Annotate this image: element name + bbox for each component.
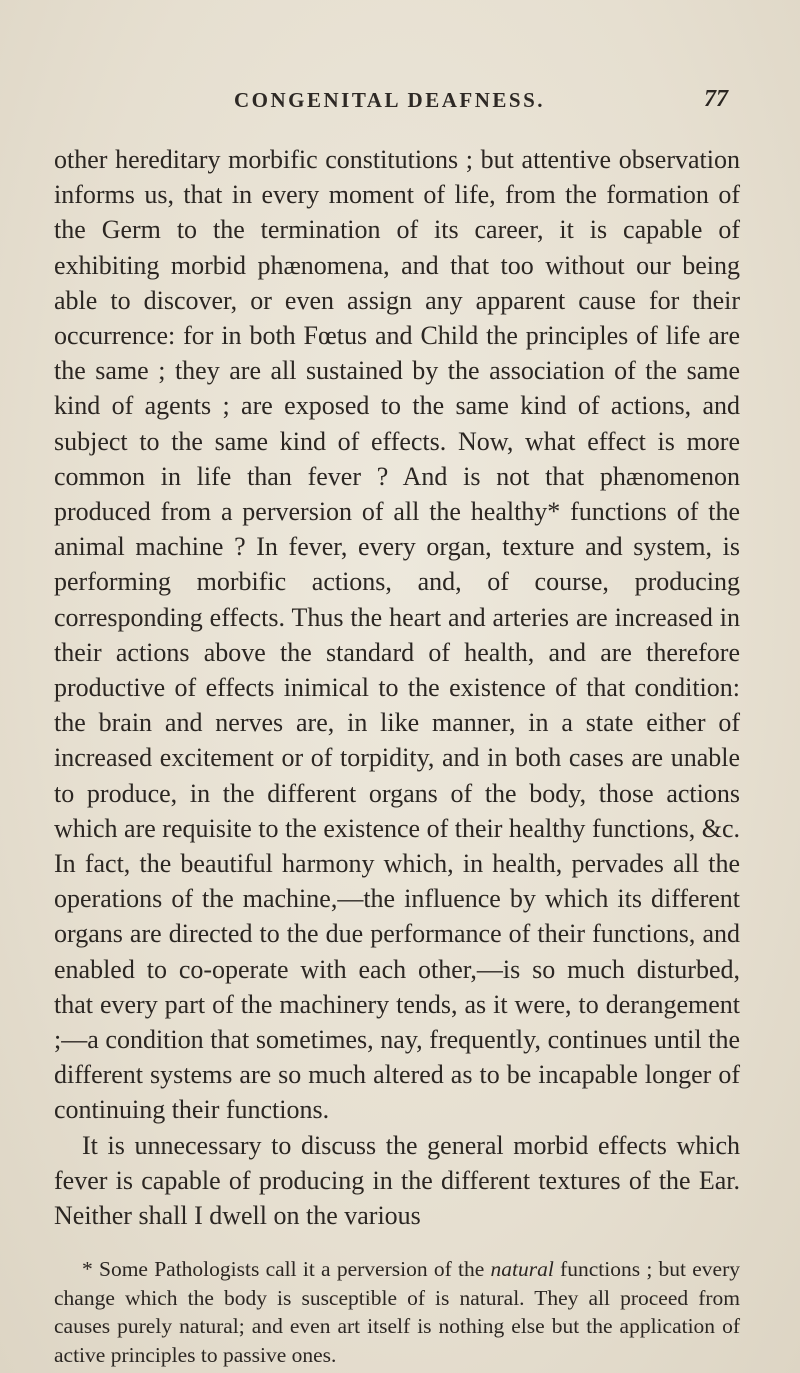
footnote (54, 1255, 740, 1369)
page-number: 77 (704, 86, 728, 112)
footnote-emphasis: natural (490, 1257, 554, 1282)
running-head (54, 88, 740, 128)
running-title: CONGENITAL DEAFNESS. (234, 88, 546, 112)
body-paragraph-1: other hereditary morbific constitutions ; but attentive observation informs us, that in every moment of life, from the formation of the Germ to the termination of its career, it is capable of exhibiting morbid phænomena, and that too without our being able to discover, or even assign any apparent cause for their occurrence: for in both Fœtus and Child the principles of life are the same ; they are all sustained by the association of the same kind of agents ; are exposed to the same kind of actions, and subject to the same kind of effects. Now, what effect is more common in life than fever ? And is not that phænomenon produced from a perversion of all the healthy* functions of the animal machine ? In fever, every organ, texture and system, is performing morbific actions, and, of course, producing corresponding effects. Thus the heart and arteries are increased in their actions above the standard of health, and are therefore productive of effects inimical to the existence of that condition: the brain and nerves are, in like manner, in a state either of increased excitement or of torpidity, and in both cases are unable to produce, in the different organs of the body, those actions which are requisite to the existence of their healthy functions, &c. In fact, the beautiful harmony which, in health, pervades all the operations of the machine,—the influence by which its different organs are directed to the due performance of their functions, and enabled to co-operate with each other,—is so much disturbed, that every part of the machinery tends, as it were, to derangement ;—a condition that sometimes, nay, frequently, continues until the different systems are so much altered as to be incapable longer of continuing their functions. (54, 145, 740, 1125)
footnote-rest: functions ; but every change which the body is susceptible of is natural. They all proceed from causes purely natural; and even art itself is nothing else but the application of active principles to passive ones. (54, 1257, 740, 1367)
footnote-lead: * Some Pathologists call it a perversion of the (82, 1257, 491, 1282)
footnote-paragraph (54, 1255, 740, 1369)
body-paragraph-2: It is unnecessary to discuss the general morbid effects which fever is capable of producing in the different textures of the Ear. Neither shall I dwell on the various (54, 1130, 740, 1231)
body-text (54, 142, 740, 1233)
